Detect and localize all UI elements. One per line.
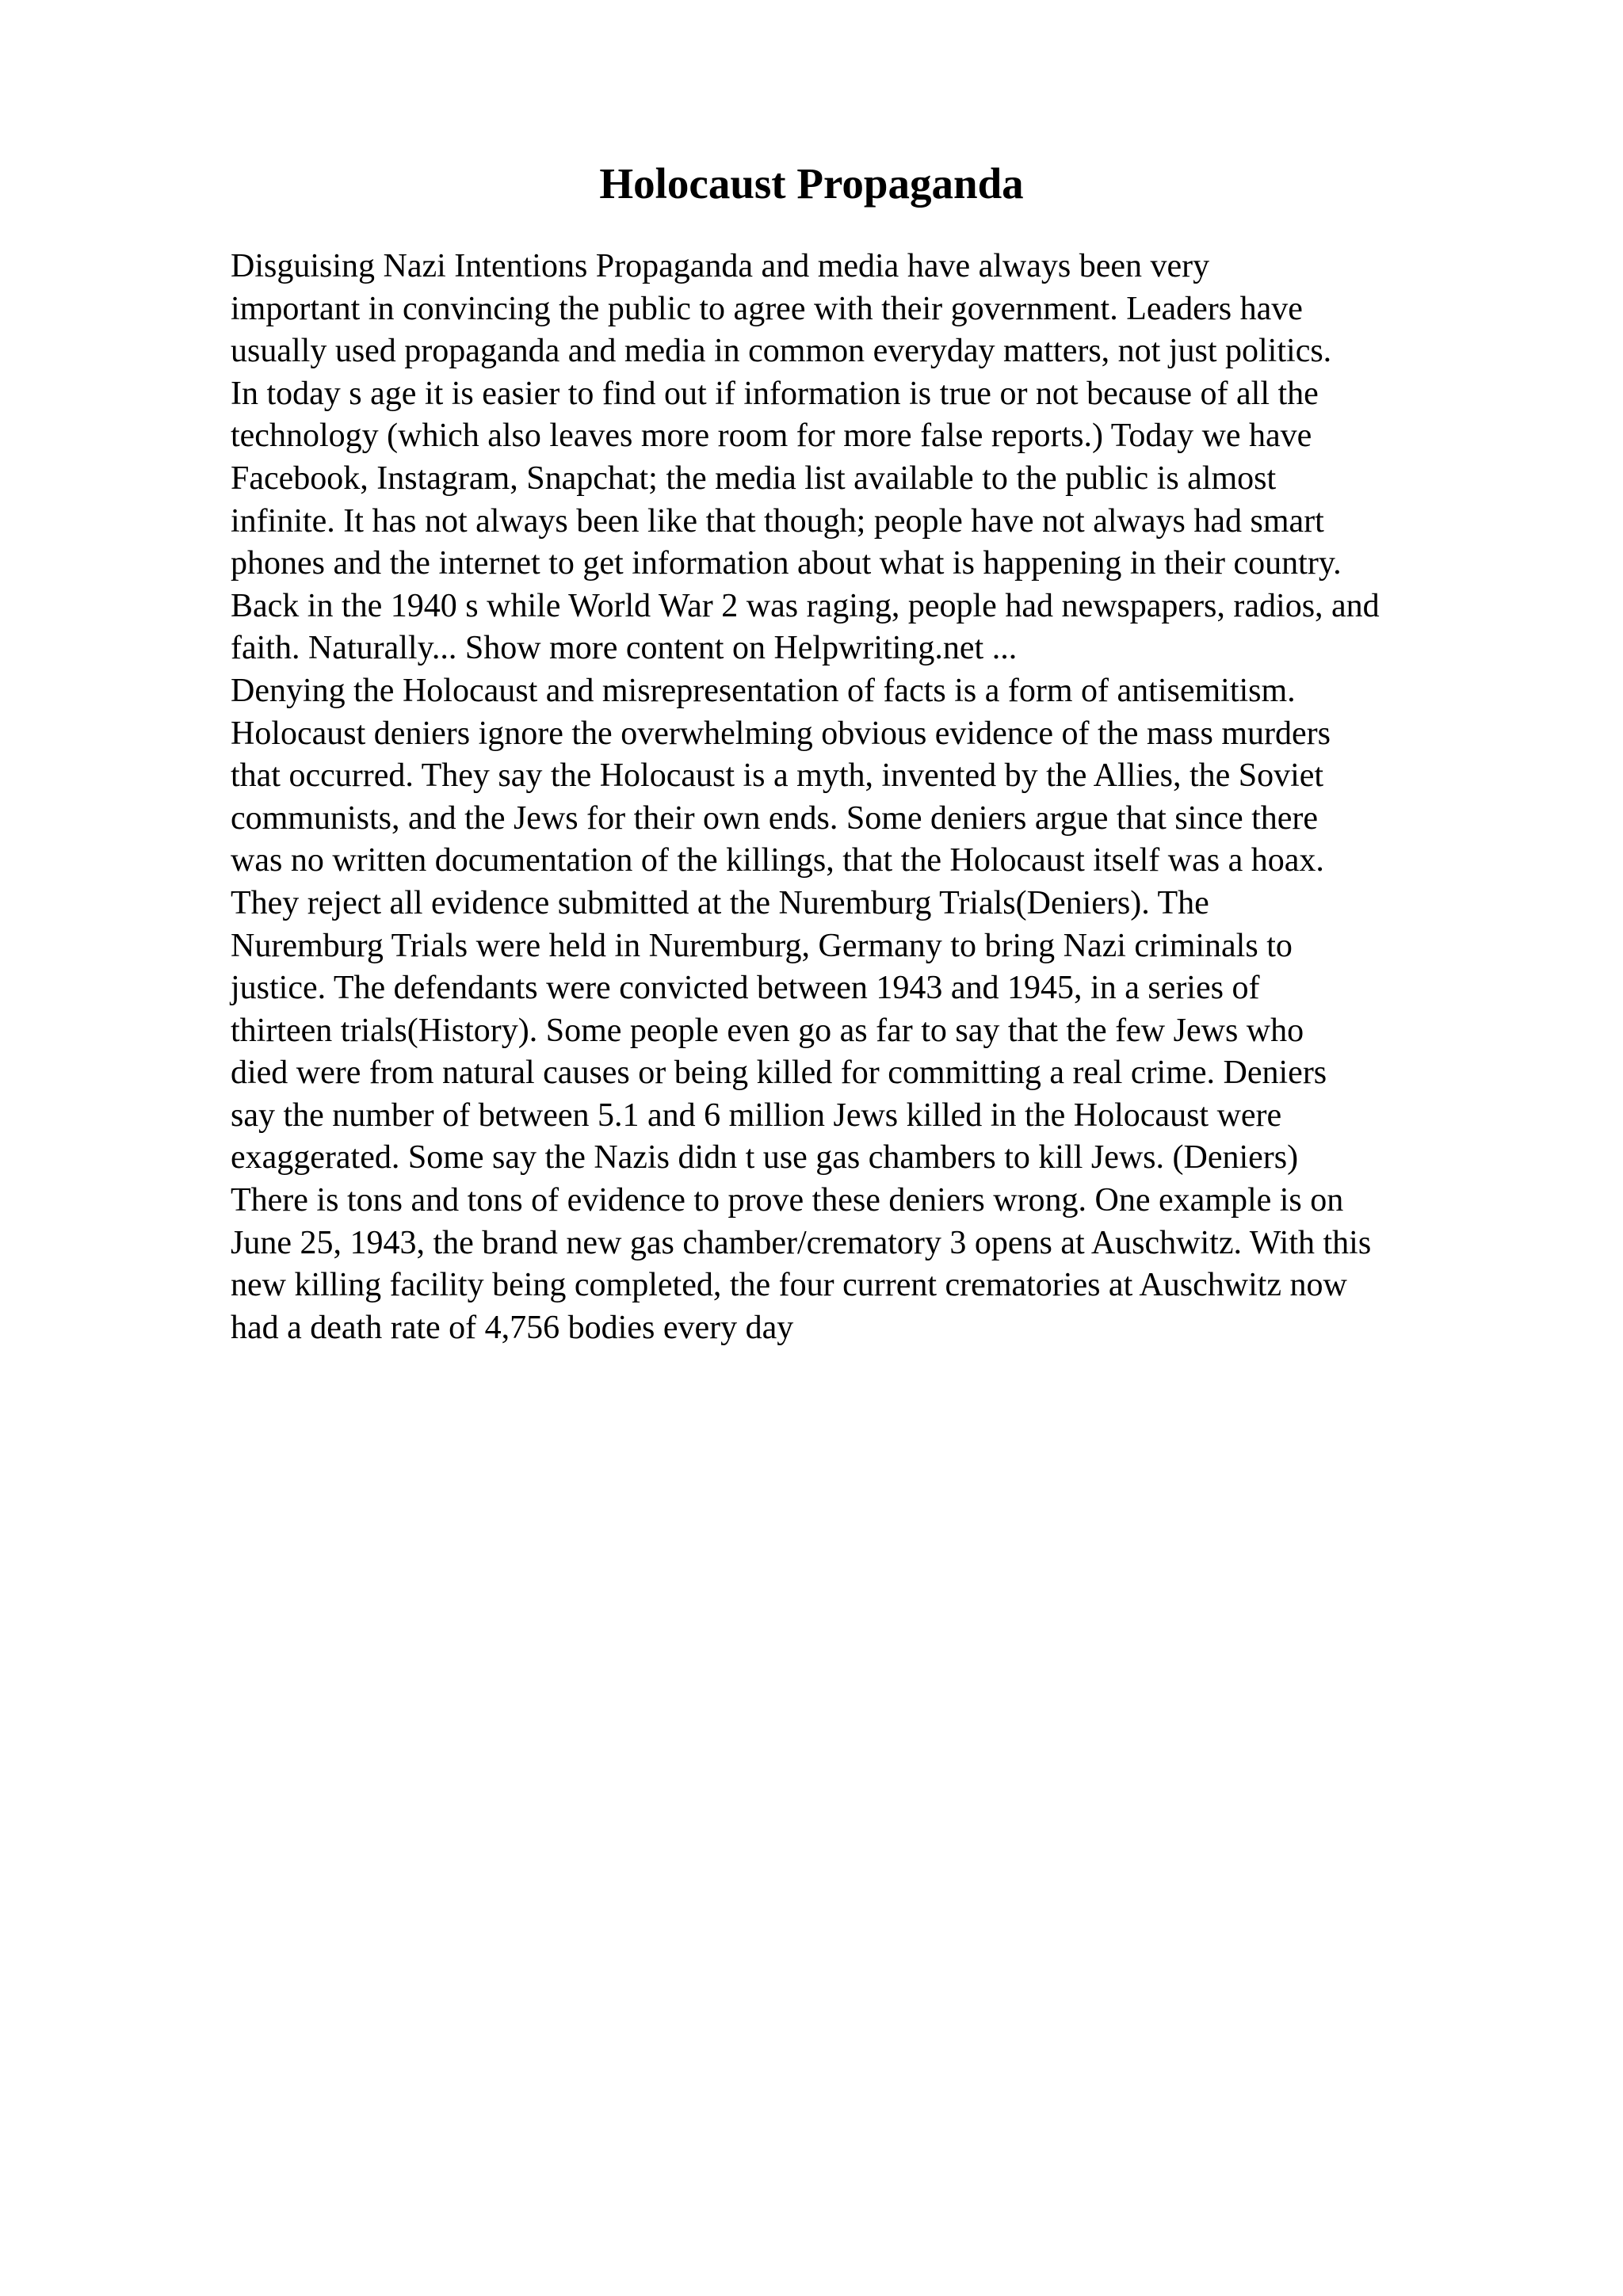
- text-line: had a death rate of 4,756 bodies every day: [231, 1309, 794, 1346]
- text-line: faith. Naturally... Show more content on Helpwriting.net ...: [231, 630, 1018, 667]
- text-line: In today s age it is easier to find out if information is true or not because of all the: [231, 375, 1319, 412]
- text-line: say the number of between 5.1 and 6 million Jews killed in the Holocaust were: [231, 1097, 1282, 1134]
- text-line: Back in the 1940 s while World War 2 was raging, people had newspapers, radios, and: [231, 587, 1380, 624]
- text-line: that occurred. They say the Holocaust is a myth, invented by the Allies, the Soviet: [231, 757, 1324, 795]
- text-line: exaggerated. Some say the Nazis didn t use gas chambers to kill Jews. (Deniers): [231, 1139, 1299, 1177]
- text-line: important in convincing the public to agree with their government. Leaders have: [231, 290, 1303, 327]
- text-line: thirteen trials(History). Some people even go as far to say that the few Jews who: [231, 1012, 1304, 1049]
- text-line: Nuremburg Trials were held in Nuremburg, Germany to bring Nazi criminals to: [231, 927, 1293, 964]
- text-line: infinite. It has not always been like that though; people have not always had smart: [231, 502, 1324, 540]
- text-line: June 25, 1943, the brand new gas chamber/crematory 3 opens at Auschwitz. With this: [231, 1224, 1372, 1261]
- text-line: communists, and the Jews for their own ends. Some deniers argue that since there: [231, 799, 1319, 837]
- text-line: technology (which also leaves more room for more false reports.) Today we have: [231, 418, 1312, 455]
- text-line: died were from natural causes or being killed for committing a real crime. Deniers: [231, 1055, 1327, 1092]
- text-line: There is tons and tons of evidence to prove these deniers wrong. One example is on: [231, 1182, 1344, 1219]
- text-line: phones and the internet to get information about what is happening in their country.: [231, 545, 1342, 582]
- text-line: new killing facility being completed, the four current crematories at Auschwitz now: [231, 1267, 1347, 1304]
- text-line: justice. The defendants were convicted between 1943 and 1945, in a series of: [231, 970, 1260, 1007]
- text-line: Denying the Holocaust and misrepresentation of facts is a form of antisemitism.: [231, 672, 1296, 709]
- text-line: Facebook, Instagram, Snapchat; the media list available to the public is almost: [231, 460, 1277, 497]
- page-title: Holocaust Propaganda: [599, 159, 1024, 208]
- text-line: Holocaust deniers ignore the overwhelming obvious evidence of the mass murders: [231, 715, 1331, 752]
- text-line: Disguising Nazi Intentions Propaganda and media have always been very: [231, 248, 1210, 284]
- document-body: [231, 246, 1546, 1349]
- text-line: They reject all evidence submitted at the Nuremburg Trials(Deniers). The: [231, 884, 1209, 921]
- text-line: usually used propaganda and media in common everyday matters, not just politics.: [231, 333, 1332, 370]
- text-line: was no written documentation of the killings, that the Holocaust itself was a hoax.: [231, 842, 1324, 879]
